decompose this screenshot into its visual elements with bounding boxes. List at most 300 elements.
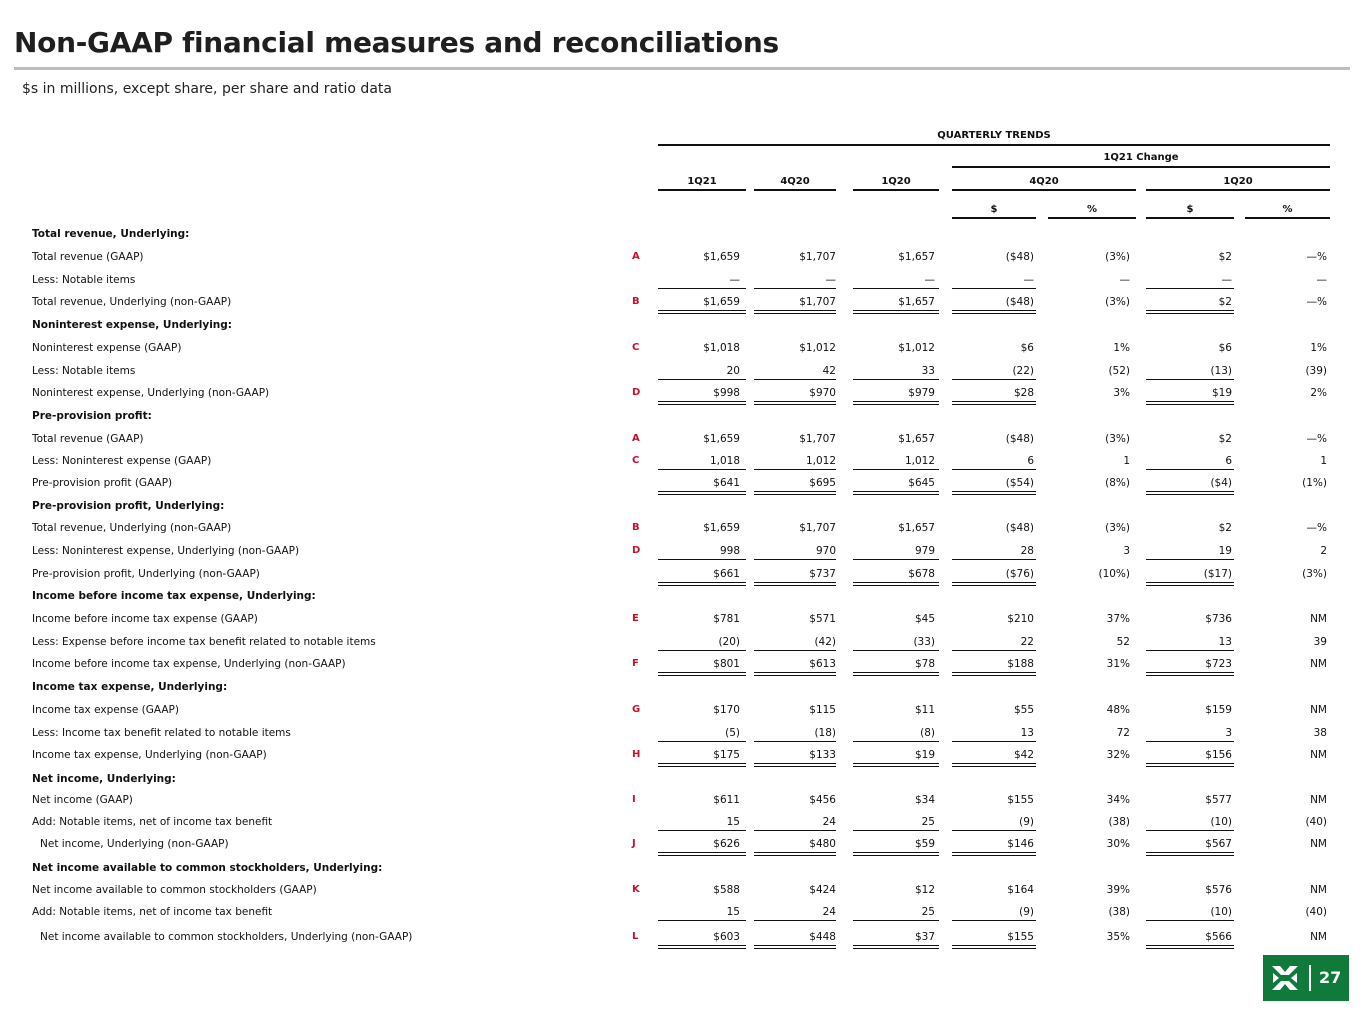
- value-cell: 28: [1020, 545, 1034, 557]
- value-cell: 1,012: [805, 455, 836, 467]
- row-label: Noninterest expense, Underlying (non-GAAP): [32, 387, 270, 399]
- row-label: Add: Notable items, net of income tax benefit: [32, 816, 273, 828]
- row-label: Income before income tax expense, Underlying (non-GAAP): [32, 658, 346, 670]
- value-cell: $19: [914, 749, 935, 761]
- value-cell: 979: [914, 545, 935, 557]
- value-cell: ($4): [1210, 477, 1232, 489]
- brand-logo-icon: [1271, 964, 1299, 992]
- row-label: Total revenue (GAAP): [32, 433, 144, 445]
- value-cell: $661: [713, 568, 740, 580]
- value-cell: —: [729, 274, 740, 286]
- value-cell: $2: [1218, 296, 1232, 308]
- subtotal-rule: [658, 559, 746, 560]
- table-row: [0, 248, 1365, 268]
- value-cell: $567: [1205, 838, 1232, 850]
- subtotal-rule: [853, 288, 939, 289]
- value-cell: 25: [921, 906, 935, 918]
- value-cell: $613: [809, 658, 836, 670]
- value-cell: (3%): [1105, 522, 1130, 534]
- value-cell: $480: [809, 838, 836, 850]
- total-double-rule: [952, 763, 1036, 767]
- value-cell: $603: [713, 931, 740, 943]
- value-cell: (13): [1210, 365, 1232, 377]
- total-double-rule: [754, 945, 836, 949]
- total-double-rule: [754, 491, 836, 495]
- value-cell: $1,657: [898, 522, 935, 534]
- section-label: Net income available to common stockholders, Underlying:: [32, 862, 383, 874]
- change-group-header: 1Q21 Change: [1103, 152, 1179, 163]
- subtotal-rule: [658, 920, 746, 921]
- value-cell: 22: [1020, 636, 1034, 648]
- value-cell: $11: [914, 704, 935, 716]
- value-cell: $19: [1211, 387, 1232, 399]
- subtotal-rule: [1146, 741, 1234, 742]
- row-label: Less: Income tax benefit related to notable items: [32, 727, 291, 739]
- value-cell: 1: [1320, 455, 1327, 467]
- reference-letter: J: [632, 838, 636, 849]
- value-cell: —: [825, 274, 836, 286]
- value-cell: (40): [1305, 816, 1327, 828]
- value-cell: NM: [1310, 658, 1327, 670]
- reference-letter: A: [632, 251, 640, 262]
- subtotal-rule: [853, 559, 939, 560]
- value-cell: (39): [1305, 365, 1327, 377]
- section-header-row: [0, 678, 1365, 698]
- value-cell: 19: [1218, 545, 1232, 557]
- subtotal-rule: [754, 379, 836, 380]
- total-double-rule: [1146, 582, 1234, 586]
- subtotal-rule: [754, 650, 836, 651]
- row-label: Less: Noninterest expense, Underlying (non-GAAP): [32, 545, 300, 557]
- total-double-rule: [658, 401, 746, 405]
- row-label: Net income, Underlying (non-GAAP): [40, 838, 229, 850]
- value-cell: $645: [908, 477, 935, 489]
- subtotal-rule: [754, 920, 836, 921]
- value-cell: $626: [713, 838, 740, 850]
- value-cell: 25: [921, 816, 935, 828]
- section-header-row: [0, 770, 1365, 790]
- header-rule: [952, 189, 1136, 191]
- reference-letter: C: [632, 455, 640, 466]
- total-double-rule: [853, 491, 939, 495]
- subtotal-rule: [754, 559, 836, 560]
- value-cell: (38): [1108, 816, 1130, 828]
- value-cell: $1,659: [703, 251, 740, 263]
- section-label: Noninterest expense, Underlying:: [32, 319, 232, 331]
- value-cell: NM: [1310, 884, 1327, 896]
- value-cell: $448: [809, 931, 836, 943]
- total-double-rule: [658, 763, 746, 767]
- total-double-rule: [952, 852, 1036, 856]
- value-cell: (3%): [1302, 568, 1327, 580]
- value-cell: (3%): [1105, 251, 1130, 263]
- total-double-rule: [1146, 945, 1234, 949]
- total-double-rule: [853, 763, 939, 767]
- unit-header: $: [1186, 204, 1194, 215]
- table-row: [0, 791, 1365, 811]
- row-label: Income tax expense, Underlying (non-GAAP): [32, 749, 267, 761]
- value-cell: (18): [814, 727, 836, 739]
- value-cell: 72: [1116, 727, 1130, 739]
- value-cell: NM: [1310, 931, 1327, 943]
- value-cell: 1: [1123, 455, 1130, 467]
- value-cell: NM: [1310, 704, 1327, 716]
- subtotal-rule: [1146, 559, 1234, 560]
- value-cell: —: [1221, 274, 1232, 286]
- value-cell: $695: [809, 477, 836, 489]
- total-double-rule: [658, 582, 746, 586]
- unit-header: %: [1086, 204, 1098, 215]
- value-cell: 39: [1313, 636, 1327, 648]
- total-double-rule: [754, 310, 836, 314]
- period-header: 1Q20: [881, 176, 911, 187]
- value-cell: $37: [914, 931, 935, 943]
- section-header-row: [0, 225, 1365, 245]
- value-cell: 24: [822, 816, 836, 828]
- value-cell: 33: [921, 365, 935, 377]
- value-cell: $801: [713, 658, 740, 670]
- row-label: Total revenue (GAAP): [32, 251, 144, 263]
- value-cell: 39%: [1106, 884, 1130, 896]
- value-cell: 13: [1218, 636, 1232, 648]
- reference-letter: C: [632, 342, 640, 353]
- section-header-row: [0, 859, 1365, 879]
- subtotal-rule: [853, 469, 939, 470]
- value-cell: (1%): [1302, 477, 1327, 489]
- page-subtitle: $s in millions, except share, per share and ratio data: [22, 81, 392, 97]
- total-double-rule: [853, 582, 939, 586]
- subtotal-rule: [1146, 379, 1234, 380]
- change-period-header: 4Q20: [1029, 176, 1059, 187]
- value-cell: 38: [1313, 727, 1327, 739]
- total-double-rule: [1146, 401, 1234, 405]
- value-cell: $1,657: [898, 433, 935, 445]
- change-period-header: 1Q20: [1223, 176, 1253, 187]
- total-double-rule: [754, 582, 836, 586]
- value-cell: $159: [1205, 704, 1232, 716]
- value-cell: (52): [1108, 365, 1130, 377]
- value-cell: 42: [822, 365, 836, 377]
- total-double-rule: [952, 491, 1036, 495]
- total-double-rule: [1146, 672, 1234, 676]
- total-double-rule: [952, 401, 1036, 405]
- row-label: Less: Notable items: [32, 365, 136, 377]
- value-cell: $1,657: [898, 296, 935, 308]
- value-cell: $678: [908, 568, 935, 580]
- value-cell: —%: [1306, 296, 1327, 308]
- value-cell: $1,707: [799, 433, 836, 445]
- subtotal-rule: [754, 741, 836, 742]
- subtotal-rule: [952, 741, 1036, 742]
- subtotal-rule: [658, 469, 746, 470]
- subtotal-rule: [853, 650, 939, 651]
- value-cell: ($48): [1005, 522, 1034, 534]
- value-cell: $2: [1218, 433, 1232, 445]
- value-cell: ($48): [1005, 296, 1034, 308]
- total-double-rule: [1146, 491, 1234, 495]
- value-cell: —: [924, 274, 935, 286]
- page-title: Non-GAAP financial measures and reconciliations: [14, 26, 779, 59]
- value-cell: ($48): [1005, 251, 1034, 263]
- header-rule: [658, 144, 1330, 146]
- value-cell: 13: [1020, 727, 1034, 739]
- total-double-rule: [658, 672, 746, 676]
- subtotal-rule: [1146, 650, 1234, 651]
- header-rule: [1146, 189, 1330, 191]
- value-cell: $1,659: [703, 522, 740, 534]
- row-label: Add: Notable items, net of income tax benefit: [32, 906, 273, 918]
- subtotal-rule: [853, 741, 939, 742]
- subtotal-rule: [658, 830, 746, 831]
- value-cell: 2%: [1310, 387, 1327, 399]
- value-cell: $155: [1007, 931, 1034, 943]
- row-label: Income before income tax expense (GAAP): [32, 613, 258, 625]
- value-cell: 998: [719, 545, 740, 557]
- section-label: Income tax expense, Underlying:: [32, 681, 228, 693]
- value-cell: $781: [713, 613, 740, 625]
- value-cell: 6: [1225, 455, 1232, 467]
- value-cell: $78: [914, 658, 935, 670]
- reference-letter: I: [632, 794, 636, 805]
- subtotal-rule: [952, 559, 1036, 560]
- value-cell: $1,659: [703, 433, 740, 445]
- value-cell: 31%: [1106, 658, 1130, 670]
- table-row: [0, 519, 1365, 539]
- value-cell: $170: [713, 704, 740, 716]
- value-cell: $1,707: [799, 522, 836, 534]
- reference-letter: B: [632, 296, 640, 307]
- value-cell: $611: [713, 794, 740, 806]
- total-double-rule: [952, 945, 1036, 949]
- page-number: 27: [1319, 968, 1342, 987]
- value-cell: (38): [1108, 906, 1130, 918]
- value-cell: (22): [1012, 365, 1034, 377]
- reference-letter: F: [632, 658, 639, 669]
- subtotal-rule: [853, 830, 939, 831]
- total-double-rule: [1146, 763, 1234, 767]
- total-double-rule: [952, 672, 1036, 676]
- subtotal-rule: [1146, 830, 1234, 831]
- value-cell: $55: [1013, 704, 1034, 716]
- subtotal-rule: [952, 830, 1036, 831]
- value-cell: $115: [809, 704, 836, 716]
- value-cell: 2: [1320, 545, 1327, 557]
- value-cell: $1,018: [703, 342, 740, 354]
- total-double-rule: [658, 945, 746, 949]
- subtotal-rule: [952, 650, 1036, 651]
- value-cell: —: [1023, 274, 1034, 286]
- section-label: Total revenue, Underlying:: [32, 228, 190, 240]
- value-cell: $28: [1013, 387, 1034, 399]
- reference-letter: K: [632, 884, 640, 895]
- reference-letter: D: [632, 387, 641, 398]
- logo-divider: [1309, 965, 1311, 991]
- table-row: [0, 339, 1365, 359]
- value-cell: —: [1119, 274, 1130, 286]
- total-double-rule: [754, 852, 836, 856]
- value-cell: $970: [809, 387, 836, 399]
- value-cell: $576: [1205, 884, 1232, 896]
- value-cell: $566: [1205, 931, 1232, 943]
- value-cell: NM: [1310, 613, 1327, 625]
- total-double-rule: [853, 852, 939, 856]
- subtotal-rule: [853, 379, 939, 380]
- value-cell: $1,012: [898, 342, 935, 354]
- value-cell: —%: [1306, 251, 1327, 263]
- total-double-rule: [754, 401, 836, 405]
- title-divider: [14, 67, 1350, 70]
- row-label: Net income available to common stockholders (GAAP): [32, 884, 317, 896]
- reference-letter: L: [632, 931, 639, 942]
- value-cell: $1,659: [703, 296, 740, 308]
- value-cell: —: [1316, 274, 1327, 286]
- value-cell: ($48): [1005, 433, 1034, 445]
- total-double-rule: [1146, 852, 1234, 856]
- value-cell: $1,707: [799, 296, 836, 308]
- value-cell: $6: [1020, 342, 1034, 354]
- row-label: Total revenue, Underlying (non-GAAP): [32, 296, 232, 308]
- subtotal-rule: [952, 920, 1036, 921]
- row-label: Net income available to common stockholders, Underlying (non-GAAP): [40, 931, 413, 943]
- value-cell: $2: [1218, 522, 1232, 534]
- value-cell: $998: [713, 387, 740, 399]
- subtotal-rule: [658, 379, 746, 380]
- header-rule: [1048, 217, 1136, 219]
- unit-header: $: [990, 204, 998, 215]
- header-rule: [658, 189, 746, 191]
- value-cell: (10): [1210, 816, 1232, 828]
- section-header-row: [0, 407, 1365, 427]
- value-cell: $723: [1205, 658, 1232, 670]
- row-label: Less: Notable items: [32, 274, 136, 286]
- subtotal-rule: [754, 830, 836, 831]
- value-cell: NM: [1310, 794, 1327, 806]
- value-cell: $188: [1007, 658, 1034, 670]
- value-cell: (40): [1305, 906, 1327, 918]
- row-label: Net income (GAAP): [32, 794, 133, 806]
- value-cell: 1,012: [904, 455, 935, 467]
- value-cell: $571: [809, 613, 836, 625]
- value-cell: ($76): [1005, 568, 1034, 580]
- value-cell: $156: [1205, 749, 1232, 761]
- header-rule: [952, 166, 1330, 168]
- value-cell: $577: [1205, 794, 1232, 806]
- value-cell: (10%): [1098, 568, 1130, 580]
- value-cell: $588: [713, 884, 740, 896]
- value-cell: (8%): [1105, 477, 1130, 489]
- subtotal-rule: [1146, 469, 1234, 470]
- row-label: Noninterest expense (GAAP): [32, 342, 182, 354]
- total-double-rule: [853, 945, 939, 949]
- value-cell: $155: [1007, 794, 1034, 806]
- value-cell: ($17): [1203, 568, 1232, 580]
- value-cell: 1%: [1310, 342, 1327, 354]
- value-cell: $456: [809, 794, 836, 806]
- value-cell: 20: [726, 365, 740, 377]
- subtotal-rule: [1146, 920, 1234, 921]
- reference-letter: G: [632, 704, 641, 715]
- subtotal-rule: [952, 379, 1036, 380]
- row-label: Total revenue, Underlying (non-GAAP): [32, 522, 232, 534]
- value-cell: $979: [908, 387, 935, 399]
- header-rule: [1146, 217, 1234, 219]
- row-label: Income tax expense (GAAP): [32, 704, 179, 716]
- value-cell: 3: [1225, 727, 1232, 739]
- subtotal-rule: [658, 741, 746, 742]
- value-cell: $6: [1218, 342, 1232, 354]
- value-cell: (10): [1210, 906, 1232, 918]
- value-cell: —%: [1306, 433, 1327, 445]
- section-header-row: [0, 316, 1365, 336]
- value-cell: $175: [713, 749, 740, 761]
- value-cell: 15: [726, 816, 740, 828]
- value-cell: 34%: [1106, 794, 1130, 806]
- value-cell: —%: [1306, 522, 1327, 534]
- unit-header: %: [1282, 204, 1293, 215]
- value-cell: (9): [1019, 906, 1034, 918]
- value-cell: NM: [1310, 749, 1327, 761]
- period-header: 4Q20: [780, 176, 810, 187]
- value-cell: (3%): [1105, 433, 1130, 445]
- value-cell: 37%: [1106, 613, 1130, 625]
- subtotal-rule: [754, 469, 836, 470]
- reference-letter: H: [632, 749, 641, 760]
- value-cell: $1,012: [799, 342, 836, 354]
- subtotal-rule: [754, 288, 836, 289]
- value-cell: 1%: [1113, 342, 1130, 354]
- value-cell: $2: [1218, 251, 1232, 263]
- reference-letter: B: [632, 522, 640, 533]
- section-label: Net income, Underlying:: [32, 773, 176, 785]
- value-cell: (3%): [1105, 296, 1130, 308]
- value-cell: 30%: [1106, 838, 1130, 850]
- table-row: [0, 881, 1365, 901]
- reference-letter: E: [632, 613, 639, 624]
- value-cell: (20): [718, 636, 740, 648]
- quarterly-trends-header: QUARTERLY TRENDS: [937, 130, 1051, 141]
- value-cell: $146: [1007, 838, 1034, 850]
- value-cell: 35%: [1106, 931, 1130, 943]
- header-rule: [853, 189, 939, 191]
- value-cell: $736: [1205, 613, 1232, 625]
- value-cell: 32%: [1106, 749, 1130, 761]
- value-cell: $424: [809, 884, 836, 896]
- total-double-rule: [853, 310, 939, 314]
- value-cell: (33): [913, 636, 935, 648]
- brand-footer: [1263, 955, 1349, 1001]
- header-rule: [1245, 217, 1330, 219]
- value-cell: $45: [914, 613, 935, 625]
- row-label: Pre-provision profit (GAAP): [32, 477, 173, 489]
- subtotal-rule: [658, 650, 746, 651]
- subtotal-rule: [853, 920, 939, 921]
- row-label: Less: Expense before income tax benefit related to notable items: [32, 636, 376, 648]
- value-cell: 48%: [1106, 704, 1130, 716]
- value-cell: 970: [815, 545, 836, 557]
- section-header-row: [0, 497, 1365, 517]
- value-cell: 1,018: [709, 455, 740, 467]
- value-cell: $641: [713, 477, 740, 489]
- row-label: Pre-provision profit, Underlying (non-GAAP): [32, 568, 260, 580]
- row-label: Less: Noninterest expense (GAAP): [32, 455, 212, 467]
- value-cell: $34: [914, 794, 935, 806]
- value-cell: 3%: [1113, 387, 1130, 399]
- value-cell: $59: [914, 838, 935, 850]
- total-double-rule: [754, 672, 836, 676]
- value-cell: $1,657: [898, 251, 935, 263]
- value-cell: 3: [1123, 545, 1130, 557]
- value-cell: $737: [809, 568, 836, 580]
